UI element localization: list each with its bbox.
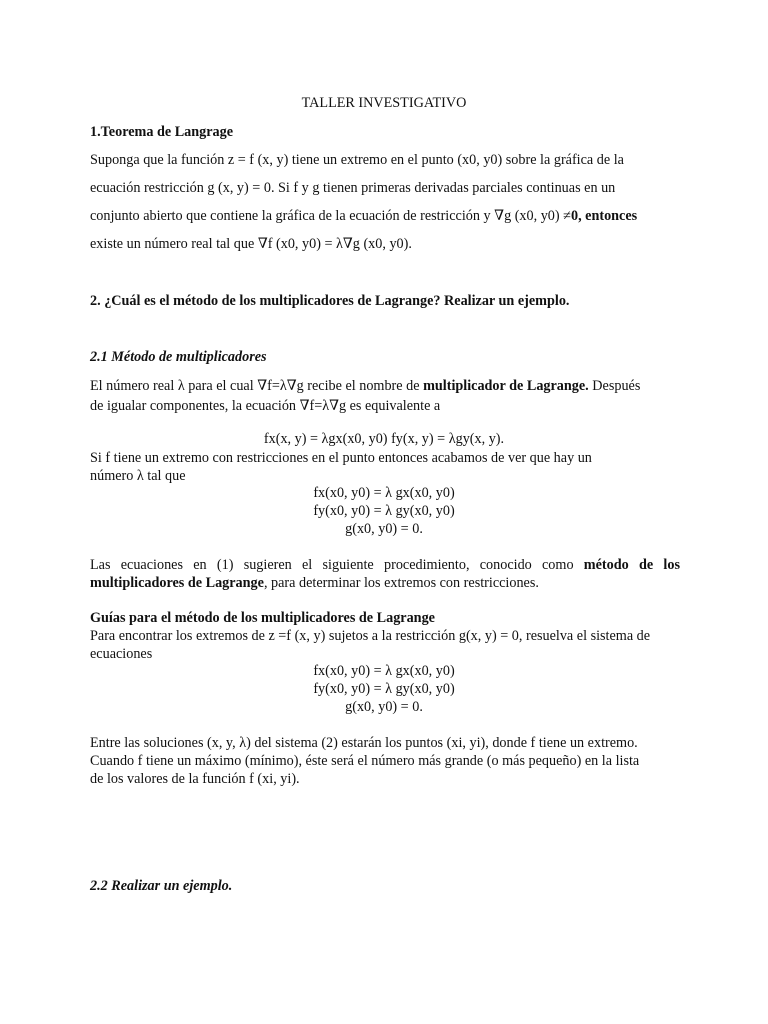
theorem-line-1: Suponga que la función z = f (x, y) tiene un extremo en el punto (x0, y0) sobre la gráfica de la bbox=[90, 152, 624, 168]
guides-heading: Guías para el método de los multiplicadores de Lagrange bbox=[90, 610, 435, 626]
solutions-line-2: Cuando f tiene un máximo (mínimo), éste será el número más grande (o más pequeño) en la lista bbox=[90, 753, 640, 769]
equation-fx: fx(x0, y0) = λ gx(x0, y0) bbox=[313, 663, 455, 679]
inline-equations: fx(x, y) = λgx(x0, y0) fy(x, y) = λgy(x, y). bbox=[263, 431, 505, 447]
theorem-line-2: ecuación restricción g (x, y) = 0. Si f y g tienen primeras derivadas parciales continuas en un bbox=[90, 180, 616, 196]
equation-g: g(x0, y0) = 0. bbox=[345, 699, 423, 715]
guides-line-2: ecuaciones bbox=[90, 646, 153, 662]
solutions-line-3: de los valores de la función f (xi, yi). bbox=[90, 771, 300, 787]
procedure-line-2: multiplicadores de Lagrange, para determinar los extremos con restricciones. bbox=[90, 575, 539, 591]
equation-fy: fy(x0, y0) = λ gy(x0, y0) bbox=[313, 681, 455, 697]
document-title: TALLER INVESTIGATIVO bbox=[301, 95, 467, 111]
theorem-line-3: conjunto abierto que contiene la gráfica de la ecuación de restricción y ∇g (x0, y0) ≠0, entonces bbox=[90, 208, 638, 224]
guides-line-1: Para encontrar los extremos de z =f (x, y) sujetos a la restricción g(x, y) = 0, resuelva el sistema de bbox=[90, 628, 651, 644]
equation-g: g(x0, y0) = 0. bbox=[345, 521, 423, 537]
multiplier-line-4: número λ tal que bbox=[90, 468, 186, 484]
section-2-heading: 2. ¿Cuál es el método de los multiplicadores de Lagrange? Realizar un ejemplo. bbox=[90, 293, 570, 309]
multiplier-line-2: de igualar componentes, la ecuación ∇f=λ∇g es equivalente a bbox=[90, 398, 441, 414]
equation-fy: fy(x0, y0) = λ gy(x0, y0) bbox=[313, 503, 455, 519]
theorem-line-4: existe un número real tal que ∇f (x0, y0) = λ∇g (x0, y0). bbox=[90, 236, 412, 252]
procedure-line-1: Las ecuaciones en (1) sugieren el siguiente procedimiento, conocido como método de los bbox=[90, 557, 680, 573]
section-2-2-heading: 2.2 Realizar un ejemplo. bbox=[90, 878, 233, 894]
section-1-heading: 1.Teorema de Langrage bbox=[90, 124, 234, 140]
procedure-paragraph bbox=[90, 556, 680, 592]
equation-fx: fx(x0, y0) = λ gx(x0, y0) bbox=[313, 485, 455, 501]
multiplier-line-3: Si f tiene un extremo con restricciones en el punto entonces acabamos de ver que hay un bbox=[90, 450, 592, 466]
multiplier-line-1: El número real λ para el cual ∇f=λ∇g recibe el nombre de multiplicador de Lagrange. Después bbox=[90, 378, 641, 394]
equation-system-2 bbox=[0, 662, 768, 716]
equation-system-1 bbox=[0, 484, 768, 538]
solutions-line-1: Entre las soluciones (x, y, λ) del sistema (2) estarán los puntos (xi, yi), donde f tiene un extremo. bbox=[90, 735, 638, 751]
section-2-1-heading: 2.1 Método de multiplicadores bbox=[90, 349, 267, 365]
